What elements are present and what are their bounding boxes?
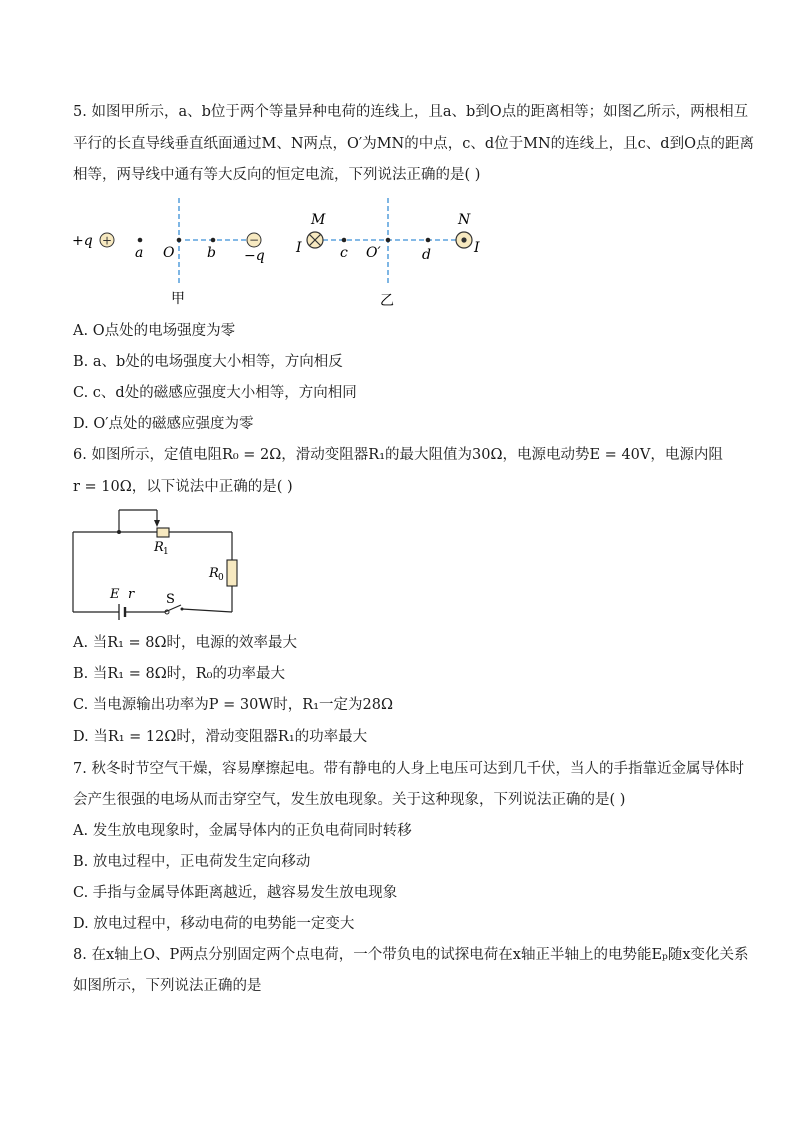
- q5-option-c: C. c、d处的磁感应强度大小相等，方向相同: [73, 385, 357, 401]
- current-into-page-icon: [307, 232, 323, 248]
- battery-icon: [119, 604, 125, 620]
- q7-option-b: B. 放电过程中，正电荷发生定向移动: [73, 854, 311, 870]
- slider-arrow-icon: [154, 520, 160, 527]
- q5-option-b: B. a、b处的电场强度大小相等，方向相反: [73, 354, 343, 370]
- resistor-r0: [227, 560, 237, 586]
- I-left-label: I: [296, 240, 302, 256]
- q6-circuit-diagram: [70, 505, 250, 620]
- O-label: O: [163, 245, 175, 261]
- d-label: d: [422, 247, 431, 263]
- point-b-dot: [211, 238, 216, 243]
- caption-jia: 甲: [171, 291, 185, 307]
- current-out-of-page-icon: [456, 232, 472, 248]
- q5-stem-line-1: 5. 如图甲所示，a、b位于两个等量异种电荷的连线上，且a、b到O点的距离相等；如图乙所示，两根相互: [73, 104, 749, 120]
- q7-option-a: A. 发生放电现象时，金属导体内的正负电荷同时转移: [73, 823, 412, 839]
- r0-label: R: [209, 566, 219, 581]
- r1-label: R: [154, 540, 164, 555]
- q7-option-c: C. 手指与金属导体距离越近，越容易发生放电现象: [73, 885, 398, 901]
- point-d-dot: [426, 238, 431, 243]
- caption-yi: 乙: [380, 293, 394, 309]
- b-label: b: [207, 245, 216, 261]
- q6-option-a: A. 当R₁ = 8Ω时，电源的效率最大: [73, 635, 298, 651]
- q7-stem-line-1: 7. 秋冬时节空气干燥，容易摩擦起电。带有静电的人身上电压可达到几千伏，当人的手指靠近金属导体时: [73, 761, 744, 777]
- point-c-dot: [342, 238, 347, 243]
- point-O-dot: [177, 238, 182, 243]
- rheostat-r1: [157, 528, 169, 537]
- figure-jia: [72, 198, 265, 307]
- point-a-dot: [138, 238, 143, 243]
- q5-figures: [70, 195, 510, 315]
- figure-yi: [295, 198, 480, 309]
- q8-stem-line-1: 8. 在x轴上O、P两点分别固定两个点电荷，一个带负电的试探电荷在x轴正半轴上的电势能Eₚ随x变化关系: [73, 947, 749, 963]
- q8-stem-line-2: 如图所示，下列说法正确的是: [73, 978, 262, 994]
- q7-stem-line-2: 会产生很强的电场从而击穿空气，发生放电现象。关于这种现象，下列说法正确的是( ): [73, 792, 626, 808]
- q5-option-a: A. O点处的电场强度为零: [73, 323, 236, 339]
- q5-stem-line-3: 相等，两导线中通有等大反向的恒定电流，下列说法正确的是( ): [73, 167, 481, 183]
- q6-stem-line-2: r = 10Ω，以下说法中正确的是( ): [73, 479, 293, 495]
- point-O-prime-dot: [386, 238, 391, 243]
- c-label: c: [340, 245, 348, 261]
- a-label: a: [135, 245, 144, 261]
- r1-subscript: 1: [163, 547, 169, 557]
- q6-option-b: B. 当R₁ = 8Ω时，R₀的功率最大: [73, 666, 285, 682]
- plus-q-label: +q: [72, 233, 93, 249]
- I-right-label: I: [474, 240, 480, 256]
- emf-label: E: [110, 587, 120, 602]
- q5-stem-line-2: 平行的长直导线垂直纸面通过M、N两点，O′为MN的中点，c、d位于MN的连线上，且c、d到O点的距离: [73, 136, 754, 152]
- N-label: N: [458, 212, 471, 228]
- svg-text:−: −: [248, 233, 260, 247]
- minus-q-label: −q: [244, 248, 265, 264]
- q7-option-d: D. 放电过程中，移动电荷的电势能一定变大: [73, 916, 355, 932]
- svg-text:+: +: [101, 233, 113, 248]
- q6-stem-line-1: 6. 如图所示，定值电阻R₀ = 2Ω，滑动变阻器R₁的最大阻值为30Ω，电源电动势E = 40V，电源内阻: [73, 447, 723, 463]
- q6-option-c: C. 当电源输出功率为P = 30W时，R₁一定为28Ω: [73, 697, 393, 713]
- switch-label: S: [166, 592, 175, 607]
- M-label: M: [311, 212, 326, 228]
- r0-subscript: 0: [218, 573, 224, 583]
- q6-option-d: D. 当R₁ = 12Ω时，滑动变阻器R₁的功率最大: [73, 729, 368, 745]
- internal-resistance-label: r: [128, 587, 135, 602]
- q5-option-d: D. O′点处的磁感应强度为零: [73, 416, 254, 432]
- O-prime-label: O′: [366, 245, 381, 261]
